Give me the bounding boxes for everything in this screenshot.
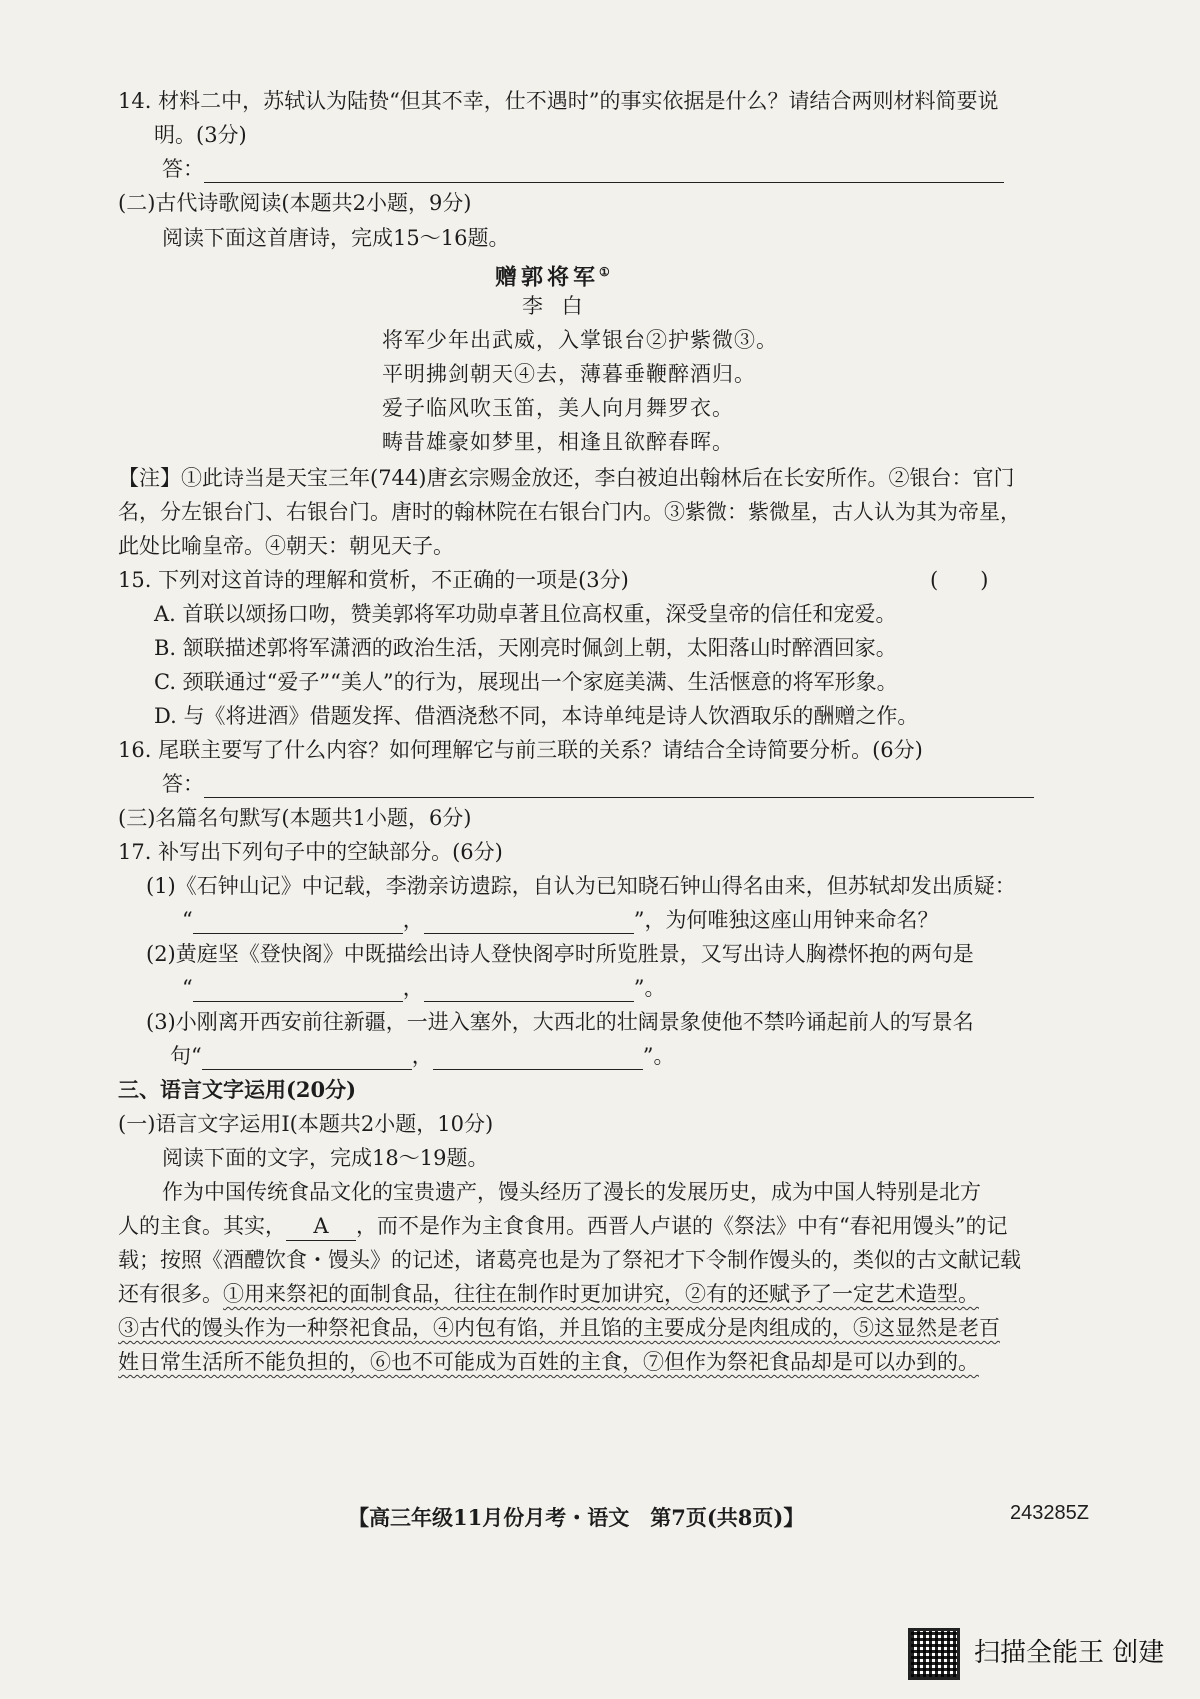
q15-answer-bracket[interactable]: ( ) — [930, 568, 989, 592]
poem-line-1: 将军少年出武威，入掌银台②护紫微③。 — [382, 328, 778, 352]
q17-part3-line1: (3)小刚离开西安前往新疆，一进入塞外，大西北的壮阔景象使他不禁吟诵起前人的写景名 — [146, 1010, 974, 1034]
q16-answer-blank[interactable] — [204, 775, 1034, 798]
passage-line-1: 作为中国传统食品文化的宝贵遗产，馒头经历了漫长的发展历史，成为中国人特别是北方 — [162, 1180, 981, 1204]
q17-stem: 17. 补写出下列句子中的空缺部分。(6分) — [118, 840, 503, 864]
q15-option-b: B. 颔联描述郭将军潇洒的政治生活，天刚亮时佩剑上朝，太阳落山时醉酒回家。 — [154, 636, 897, 660]
notes-line2: 名，分左银台门、右银台门。唐时的翰林院在右银台门内。③紫微：紫微星，古人认为其为帝星， — [118, 500, 1021, 524]
q15-option-a: A. 首联以颂扬口吻，赞美郭将军功勋卓著且位高权重，深受皇帝的信任和宠爱。 — [154, 602, 897, 626]
q17-blank-2b[interactable] — [424, 979, 634, 1002]
q17-blank-3b[interactable] — [433, 1047, 643, 1070]
poem-title: 赠郭将军① — [495, 264, 614, 291]
poem-line-4: 畴昔雄豪如梦里，相逢且欲醉春晖。 — [382, 430, 734, 454]
q17-part1-line1: (1)《石钟山记》中记载，李渤亲访遗踪，自认为已知晓石钟山得名由来，但苏轼却发出质疑： — [146, 874, 1016, 898]
q17-blank-2a[interactable] — [193, 979, 403, 1002]
q17-part3-fill: 句“ ， ”。 — [170, 1044, 675, 1068]
passage-line-6: 姓日常生活所不能负担的，⑥也不可能成为百姓的主食，⑦但作为祭祀食品却是可以办到的。 — [118, 1350, 979, 1374]
q17-part1-fill: “ ， ”，为何唯独这座山用钟来命名？ — [182, 908, 939, 932]
section2-intro: 阅读下面这首唐诗，完成15～16题。 — [162, 226, 510, 250]
notes-line1: 【注】①此诗当是天宝三年(744)唐玄宗赐金放还，李白被迫出翰林后在长安所作。②银台：官门 — [118, 466, 1015, 490]
passage-line-5: ③古代的馒头作为一种祭祀食品，④内包有馅，并且馅的主要成分是肉组成的，⑤这显然是老百 — [118, 1316, 1000, 1340]
passage-line-4: 还有很多。①用来祭祀的面制食品，往往在制作时更加讲究，②有的还赋予了一定艺术造型。 — [118, 1282, 979, 1306]
q17-part2-fill: “ ， ”。 — [182, 976, 666, 1000]
q17-blank-1b[interactable] — [424, 911, 634, 934]
q17-part2-line1: (2)黄庭坚《登快阁》中既描绘出诗人登快阁亭时所览胜景，又写出诗人胸襟怀抱的两句是 — [146, 942, 974, 966]
q14-answer-label: 答： — [162, 157, 204, 181]
q14-answer-blank[interactable] — [204, 160, 1004, 183]
q15-stem: 15. 下列对这首诗的理解和赏析，不正确的一项是(3分) — [118, 568, 629, 592]
q16-stem: 16. 尾联主要写了什么内容？如何理解它与前三联的关系？请结合全诗简要分析。(6分) — [118, 738, 923, 762]
part3-sub-heading: (一)语言文字运用Ⅰ(本题共2小题，10分) — [118, 1112, 494, 1136]
part3-intro: 阅读下面的文字，完成18～19题。 — [162, 1146, 489, 1170]
paper-code: 243285Z — [1010, 1502, 1089, 1524]
passage-wavy-sentence-1: ①用来祭祀的面制食品，往往在制作时更加讲究，②有的还赋予了一定艺术造型。 — [223, 1282, 979, 1306]
q17-blank-1a[interactable] — [193, 911, 403, 934]
poem-line-2: 平明拂剑朝天④去，薄暮垂鞭醉酒归。 — [382, 362, 756, 386]
poem-line-3: 爱子临风吹玉笛，美人向月舞罗衣。 — [382, 396, 734, 420]
section3-heading: (三)名篇名句默写(本题共1小题，6分) — [118, 806, 472, 830]
passage-blank-a[interactable]: A — [286, 1212, 356, 1241]
q16-answer-line[interactable] — [162, 770, 1034, 798]
poem-title-note: ① — [599, 265, 614, 279]
q17-blank-3a[interactable] — [202, 1047, 412, 1070]
q16-answer-label: 答： — [162, 772, 204, 796]
page-footer: 【高三年级11月份月考・语文 第7页(共8页)】 — [348, 1505, 805, 1530]
q15-option-d: D. 与《将进酒》借题发挥、借酒浇愁不同，本诗单纯是诗人饮酒取乐的酬赠之作。 — [154, 704, 919, 728]
scanner-watermark: 扫描全能王 创建 — [974, 1638, 1165, 1668]
passage-line-2: 人的主食。其实， A ，而不是作为主食食用。西晋人卢谌的《祭法》中有“春祀用馒头”的记 — [118, 1212, 1007, 1241]
notes-line3: 此处比喻皇帝。④朝天：朝见天子。 — [118, 534, 454, 558]
q14-line1: 14. 材料二中，苏轼认为陆贽“但其不幸，仕不遇时”的事实依据是什么？请结合两则材料简要说 — [118, 89, 999, 113]
q15-option-c: C. 颈联通过“爱子”“美人”的行为，展现出一个家庭美满、生活惬意的将军形象。 — [154, 670, 898, 694]
q14-answer-line[interactable] — [162, 155, 1004, 183]
section2-heading: (二)古代诗歌阅读(本题共2小题，9分) — [118, 191, 472, 215]
qr-code-icon — [908, 1628, 960, 1680]
part3-heading: 三、语言文字运用(20分) — [118, 1077, 357, 1102]
passage-line-3: 载；按照《酒醴饮食・馒头》的记述，诸葛亮也是为了祭祀才下令制作馒头的，类似的古文献记载 — [118, 1248, 1021, 1272]
q14-line2: 明。(3分) — [154, 123, 247, 147]
poem-author: 李 白 — [522, 294, 589, 318]
